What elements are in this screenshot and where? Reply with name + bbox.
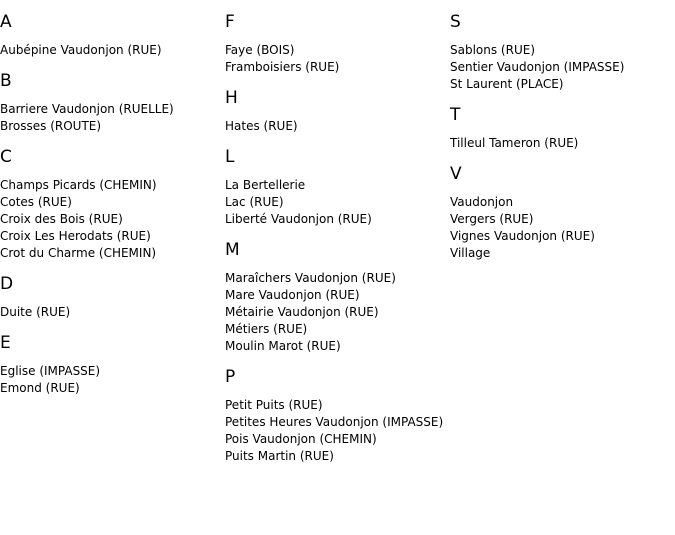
section-letter-heading: V (450, 164, 462, 184)
street-index-column-3 (450, 0, 675, 262)
street-list (0, 353, 225, 397)
street-link[interactable]: Tilleul Tameron (RUE) (450, 136, 579, 150)
street-link[interactable]: Puits Martin (RUE) (225, 449, 334, 463)
street-list (450, 125, 675, 152)
street-link[interactable]: Brosses (ROUTE) (0, 119, 102, 133)
letter-section (0, 59, 225, 135)
letter-section (225, 355, 450, 465)
street-link[interactable]: Eglise (IMPASSE) (0, 364, 101, 378)
street-link[interactable]: Sentier Vaudonjon (IMPASSE) (450, 60, 625, 74)
section-letter-heading: M (225, 240, 240, 260)
street-link[interactable]: Framboisiers (RUE) (225, 60, 340, 74)
street-index-column-1 (0, 0, 225, 397)
street-link[interactable]: Vignes Vaudonjon (RUE) (450, 229, 595, 243)
street-list (225, 32, 450, 76)
street-list (450, 184, 675, 262)
street-index-column-2 (225, 0, 450, 465)
letter-section (225, 76, 450, 135)
street-link[interactable]: Emond (RUE) (0, 381, 80, 395)
street-link[interactable]: Crot du Charme (CHEMIN) (0, 246, 157, 260)
street-link[interactable]: Mare Vaudonjon (RUE) (225, 288, 360, 302)
section-letter-heading: L (225, 147, 235, 167)
street-list (0, 294, 225, 321)
street-link[interactable]: Pois Vaudonjon (CHEMIN) (225, 432, 377, 446)
street-link[interactable]: Aubépine Vaudonjon (RUE) (0, 43, 162, 57)
street-link[interactable]: Faye (BOIS) (225, 43, 295, 57)
letter-section (450, 0, 675, 93)
street-link[interactable]: Liberté Vaudonjon (RUE) (225, 212, 372, 226)
street-list (225, 387, 450, 465)
street-link[interactable]: Village (450, 246, 491, 260)
letter-section (0, 321, 225, 397)
section-letter-heading: S (450, 12, 461, 32)
street-link[interactable]: Maraîchers Vaudonjon (RUE) (225, 271, 396, 285)
section-letter-heading: C (0, 147, 12, 167)
street-list (450, 32, 675, 93)
street-link[interactable]: Hates (RUE) (225, 119, 298, 133)
letter-section (225, 228, 450, 355)
street-list (225, 108, 450, 135)
street-list (0, 32, 225, 59)
section-letter-heading: E (0, 333, 11, 353)
street-link[interactable]: Cotes (RUE) (0, 195, 72, 209)
street-link[interactable]: Lac (RUE) (225, 195, 284, 209)
street-link[interactable]: Métiers (RUE) (225, 322, 308, 336)
street-list (0, 91, 225, 135)
street-link[interactable]: Croix des Bois (RUE) (0, 212, 123, 226)
street-list (0, 167, 225, 262)
street-link[interactable]: Métairie Vaudonjon (RUE) (225, 305, 379, 319)
street-link[interactable]: Petit Puits (RUE) (225, 398, 323, 412)
letter-section (0, 135, 225, 262)
section-letter-heading: P (225, 367, 236, 387)
street-link[interactable]: Barriere Vaudonjon (RUELLE) (0, 102, 174, 116)
street-link[interactable]: Croix Les Herodats (RUE) (0, 229, 151, 243)
street-link[interactable]: Duite (RUE) (0, 305, 71, 319)
street-link[interactable]: Sablons (RUE) (450, 43, 536, 57)
section-letter-heading: B (0, 71, 12, 91)
street-link[interactable]: Champs Picards (CHEMIN) (0, 178, 157, 192)
section-letter-heading: D (0, 274, 14, 294)
letter-section (225, 0, 450, 76)
letter-section (0, 0, 225, 59)
letter-section (450, 152, 675, 262)
section-letter-heading: F (225, 12, 235, 32)
street-link[interactable]: Vaudonjon (450, 195, 514, 209)
street-link[interactable]: La Bertellerie (225, 178, 306, 192)
letter-section (450, 93, 675, 152)
section-letter-heading: T (450, 105, 461, 125)
section-letter-heading: A (0, 12, 12, 32)
street-link[interactable]: Vergers (RUE) (450, 212, 534, 226)
street-list (225, 167, 450, 228)
street-link[interactable]: Petites Heures Vaudonjon (IMPASSE) (225, 415, 444, 429)
letter-section (225, 135, 450, 228)
street-link[interactable]: St Laurent (PLACE) (450, 77, 564, 91)
street-link[interactable]: Moulin Marot (RUE) (225, 339, 341, 353)
section-letter-heading: H (225, 88, 238, 108)
street-list (225, 260, 450, 355)
letter-section (0, 262, 225, 321)
